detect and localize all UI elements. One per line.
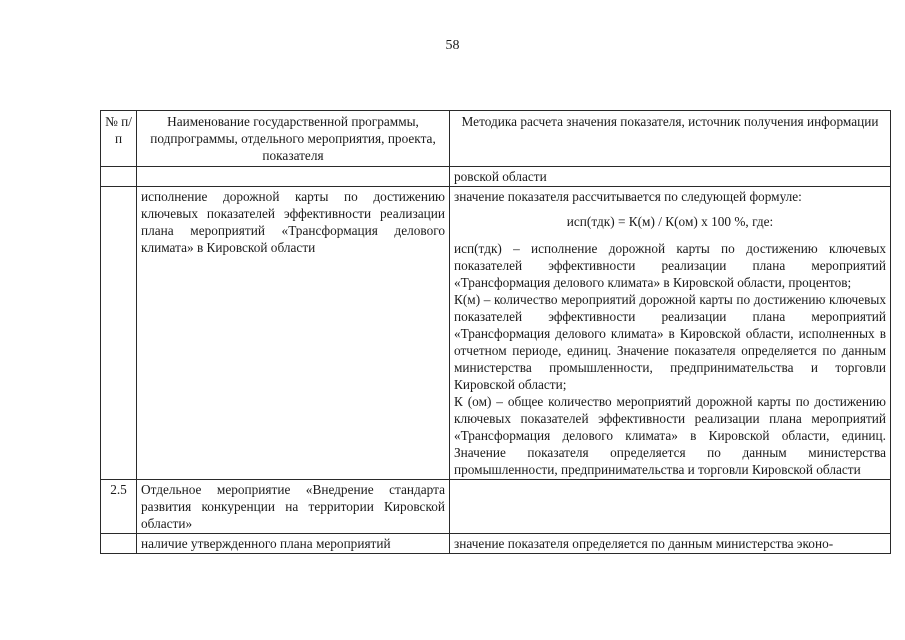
row-method: ровской области: [450, 167, 891, 187]
table-header-row: [101, 111, 891, 167]
table-row: [101, 534, 891, 554]
page-number: 58: [445, 38, 460, 53]
formula: исп(тдк) = К(м) / К(ом) х 100 %, где:: [566, 214, 774, 229]
row-name: Отдельное мероприятие «Внедрение стандарта развития конкуренции на территории Кировской области»: [137, 480, 450, 534]
row-num: [101, 167, 137, 187]
row-name: наличие утвержденного плана мероприятий: [137, 534, 450, 554]
definition: К(м) – количество мероприятий дорожной карты по достижению ключевых показателей эффективности реализации плана мероприятий «Трансформация делового климата» в Кировской области, исполненных в отчетном периоде, единиц. Значение показателя определяется по данным министерства промышленности, предпринимательства и торговли Кировской области;: [454, 292, 886, 392]
row-num: [101, 187, 137, 480]
row-name: исполнение дорожной карты по достижению ключевых показателей эффективности реализации плана мероприятий «Трансформация делового климата» в Кировской области: [137, 187, 450, 480]
row-method: значение показателя определяется по данным министерства эконо-: [450, 534, 891, 554]
definition: исп(тдк) – исполнение дорожной карты по достижению ключевых показателей эффективности реализации плана мероприятий «Трансформация делового климата» в Кировской области, процентов;: [454, 241, 886, 290]
indicators-table: [100, 110, 891, 554]
row-num: 2.5: [101, 480, 137, 534]
row-num: [101, 534, 137, 554]
row-method: [450, 480, 891, 534]
header-num: № п/п: [101, 111, 137, 167]
header-method: Методика расчета значения показателя, источник получения информации: [450, 111, 891, 167]
table-row: [101, 187, 891, 480]
row-name: [137, 167, 450, 187]
method-intro: значение показателя рассчитывается по следующей формуле:: [454, 189, 802, 204]
row-method: [450, 187, 891, 480]
definition: К (ом) – общее количество мероприятий дорожной карты по достижению ключевых показателей эффективности реализации плана мероприятий «Трансформация делового климата» в Кировской области, единиц. Значение показателя определяется по данным министерства промышленности, предпринимательства и торговли Кировской области: [454, 394, 886, 477]
table-row: [101, 167, 891, 187]
table-row: [101, 480, 891, 534]
header-name: Наименование государственной программы, подпрограммы, отдельного мероприятия, проекта, показателя: [137, 111, 450, 167]
